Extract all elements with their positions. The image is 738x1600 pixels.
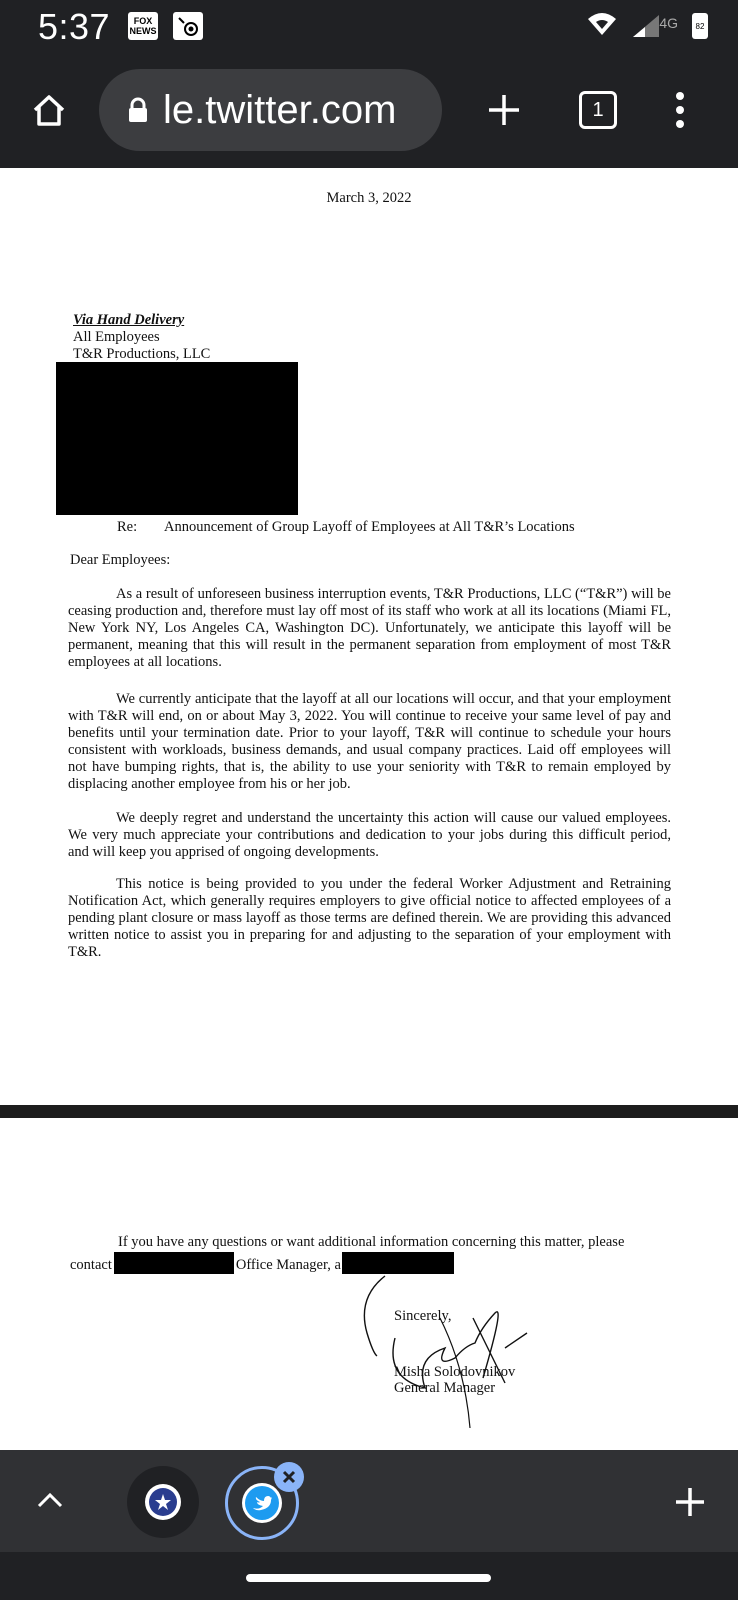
tab-switcher-button[interactable] xyxy=(570,82,626,138)
fox-news-icon: FOX NEWS xyxy=(128,12,158,40)
status-bar xyxy=(0,0,738,52)
expand-button[interactable] xyxy=(30,1480,70,1520)
signer-title: General Manager xyxy=(394,1380,496,1396)
paragraph: This notice is being provided to you under the federal Worker Adjustment and Retraining Notification Act, which generally requires employers to give official notice to affected employees of a pending plant closure or mass layoff as those terms are defined therein. We are providing this advanced written notice to assist you in preparing for and adjusting to the separation of your employment with T&R. xyxy=(68,876,671,960)
battery-level: 82 xyxy=(695,22,705,31)
contact-middle: Office Manager, a xyxy=(235,1257,341,1273)
redaction-box xyxy=(56,362,298,515)
more-vert-icon xyxy=(674,90,686,130)
add-tab-button[interactable] xyxy=(668,1480,712,1524)
home-gesture-handle[interactable] xyxy=(246,1574,491,1582)
chevron-up-icon xyxy=(37,1492,63,1508)
closing: Sincerely, xyxy=(394,1308,452,1324)
re-subject: Announcement of Group Layoff of Employees at All T&R’s Locations xyxy=(164,519,575,535)
gesture-nav-bar xyxy=(0,1552,738,1600)
recipient-company: T&R Productions, LLC xyxy=(73,346,211,362)
document-viewer[interactable] xyxy=(0,168,738,1450)
nbc-news-icon xyxy=(173,12,203,40)
home-button[interactable] xyxy=(21,82,77,138)
paragraph: We currently anticipate that the layoff at all our locations will occur, and that your employment with T&R will end, on or about May 3, 2022. You will continue to receive your same level of pay and benefits until your termination date. Prior to your layoff, T&R will continue to schedule your hours consistent with workloads, business demands, and usual company practices. Laid off employees will not have bumping rights, that is, the ability to use your seniority with T&R to remain employed by displacing another employee from his or her job. xyxy=(68,691,671,792)
plus-icon xyxy=(674,1486,706,1518)
signal-icon xyxy=(631,13,678,39)
plus-icon xyxy=(486,92,522,128)
letter-date: March 3, 2022 xyxy=(326,190,412,206)
salutation: Dear Employees: xyxy=(70,552,171,568)
browser-toolbar xyxy=(0,52,738,168)
new-tab-button[interactable] xyxy=(476,82,532,138)
contact-line: If you have any questions or want additional information concerning this matter, please xyxy=(118,1234,625,1250)
recipient-line: All Employees xyxy=(73,329,160,345)
close-icon xyxy=(282,1470,296,1484)
letter-page-2 xyxy=(0,1118,738,1450)
redaction-box xyxy=(114,1252,234,1274)
signer-name: Misha Solodovnikov xyxy=(394,1364,516,1380)
url-text: le.twitter.com xyxy=(163,87,397,132)
subject-line xyxy=(117,519,575,536)
tab-count: 1 xyxy=(579,91,617,129)
network-label: 4G xyxy=(659,15,678,31)
wifi-icon xyxy=(587,11,617,42)
paragraph: As a result of unforeseen business interruption events, T&R Productions, LLC (“T&R”) will be ceasing production and, therefore must lay off most of its staff who work at all its locations (Miami FL, New York NY, Los Angeles CA, Washington DC). Unfortunately, we anticipate this layoff will be permanent, meaning that this will result in the permanent separation from employment of most T&R employees at all locations. xyxy=(68,586,671,670)
star-badge-icon xyxy=(145,1484,181,1520)
address-bar[interactable] xyxy=(99,69,442,151)
paragraph: We deeply regret and understand the uncertainty this action will cause our valued employees. We very much appreciate your contributions and dedication to your jobs during this difficult period, and will keep you apprised of ongoing developments. xyxy=(68,810,671,860)
menu-button[interactable] xyxy=(652,82,708,138)
status-time: 5:37 xyxy=(38,6,111,47)
recipient-block xyxy=(73,312,210,363)
delivery-method: Via Hand Delivery xyxy=(73,312,185,328)
battery-icon xyxy=(692,13,708,39)
bottom-tab-strip xyxy=(0,1450,738,1552)
letter-page-1 xyxy=(0,168,738,1103)
close-tab-button[interactable] xyxy=(274,1462,304,1492)
twitter-icon xyxy=(242,1483,282,1523)
contact-prefix: contact xyxy=(70,1257,112,1273)
lock-icon xyxy=(127,97,149,123)
re-label: Re: xyxy=(117,519,138,535)
home-icon xyxy=(29,90,69,130)
star-badge-tab[interactable] xyxy=(127,1466,199,1538)
signature-block xyxy=(394,1308,515,1396)
